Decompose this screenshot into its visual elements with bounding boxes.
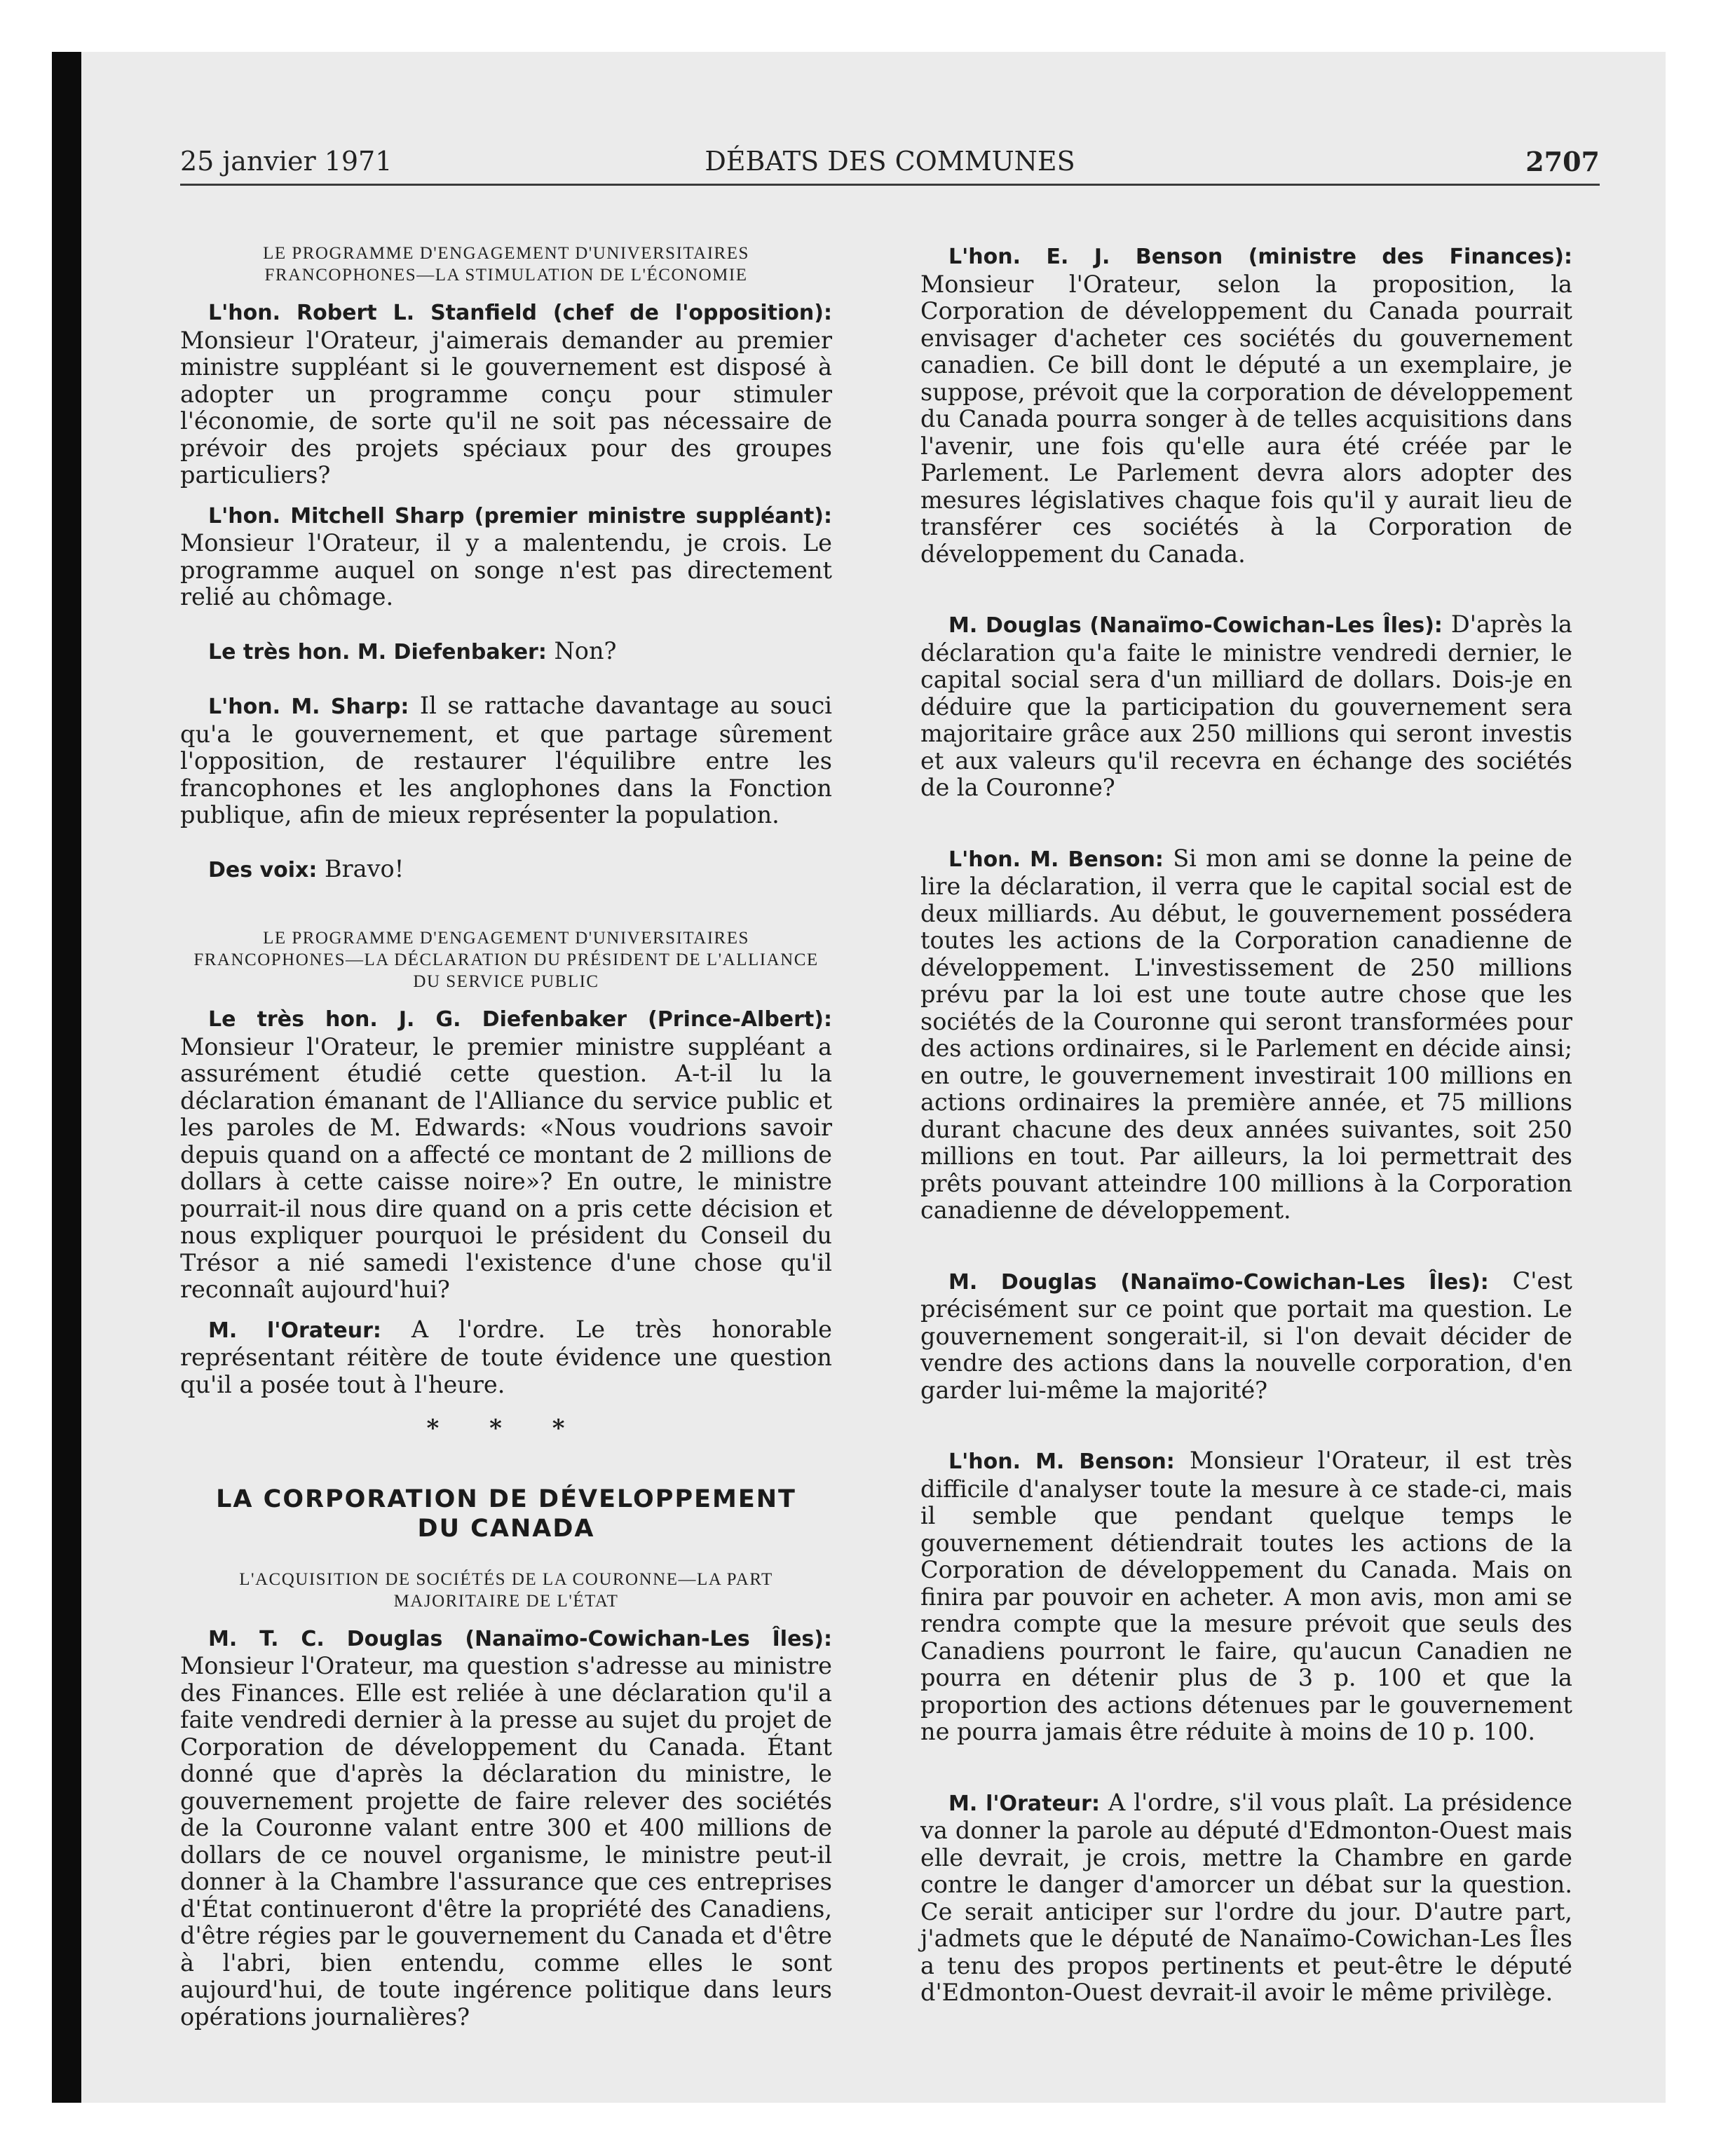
- speech-paragraph: [180, 502, 832, 611]
- speech-text: Bravo!: [317, 854, 404, 882]
- speech-paragraph: [180, 638, 832, 667]
- speech-text: Non?: [546, 636, 617, 664]
- speaker-name: L'hon. E. J. Benson (ministre des Finances):: [948, 245, 1572, 269]
- speech-paragraph: [920, 1268, 1572, 1405]
- speech-paragraph: [180, 1625, 832, 2031]
- speaker-name: M. Douglas (Nanaïmo-Cowichan-Les Îles):: [948, 1269, 1489, 1295]
- speech-text: D'après la déclaration qu'a faite le ministre vendredi dernier, le capital social sera d'un milliard de dollars. Dois-je en déduire que la participation du gouvernement sera majoritaire grâce aux 250 millions qui seront investis et aux valeurs qu'il recevra en échange des sociétés de la Couronne?: [920, 610, 1573, 801]
- speech-text: Il se rattache davantage au souci qu'a le gouvernement, et que partage sûrement l'opposition, de restaurer l'équilibre entre les francophones et les anglophones dans la Fonction publique, afin de mieux représenter la population.: [180, 692, 832, 828]
- speech-text: Monsieur l'Orateur, il est très difficile d'analyser toute la mesure à ce stade-ci, mais il semble que pendant quelque temps le gouvernement détiendrait toutes les actions de la Corporation de développement du Canada. Mais on finira par pouvoir en acheter. A mon avis, mon ami se rendra compte que la mesure prévoit que seuls des Canadiens pourront le faire, qu'aucun Canadien ne pourra en détenir plus de 3 p. 100 et que la proportion des actions détenues par le gouvernement ne pourra jamais être réduite à moins de 10 p. 100.: [920, 1447, 1572, 1745]
- speech-text: Si mon ami se donne la peine de lire la déclaration, il verra que le capital social est de deux milliards. Au début, le gouvernement possédera toutes les actions de la Corporation canadienne de développement. L'investissement de 250 millions prévu par la loi est une toute autre chose que les sociétés de la Couronne qui seront transformées pour des actions ordinaires, si le Parlement en décide ainsi; en outre, le gouvernement investirait 100 millions en actions ordinaires la première année, et 75 millions durant chacune des deux années suivantes, soit 250 millions en tout. Par ailleurs, la loi permettrait des prêts pouvant atteindre 100 millions à la Corporation canadienne de développement.: [920, 844, 1572, 1224]
- speech-paragraph: [920, 611, 1572, 802]
- speaker-name: Le très hon. M. Diefenbaker:: [208, 639, 547, 664]
- speech-text: Monsieur l'Orateur, ma question s'adresse au ministre des Finances. Elle est reliée à une déclaration qu'il a faite vendredi dernier à la presse au sujet du projet de Corporation de développement du Canada. Étant donné que d'après la déclaration du ministre, le gouvernement projette de faire relever des sociétés de la Couronne valant entre 300 et 400 millions de dollars de ce nouvel organisme, le ministre peut-il donner à la Chambre l'assurance que ces entreprises d'État continueront d'être la propriété des Canadiens, d'être régies par le gouvernement du Canada et d'être à l'abri, bien entendu, comme elles le sont aujourd'hui, de toute ingérence politique dans leurs opérations journalières?: [180, 1652, 832, 2031]
- speaker-name: L'hon. Mitchell Sharp (premier ministre suppléant):: [208, 503, 832, 528]
- speech-paragraph: [920, 1447, 1572, 1746]
- speaker-name: M. l'Orateur:: [208, 1318, 381, 1343]
- speech-text: Monsieur l'Orateur, il y a malentendu, je crois. Le programme auquel on songe n'est pas directement relié au chômage.: [180, 529, 832, 610]
- speech-text: A l'ordre. Le très honorable représentant réitère de toute évidence une question qu'il a posée tout à l'heure.: [180, 1315, 832, 1398]
- section-separator: * * *: [426, 1414, 586, 1442]
- header-page-number: 2707: [1525, 146, 1600, 177]
- speech-paragraph: [180, 1005, 832, 1304]
- speaker-name: M. l'Orateur:: [948, 1791, 1100, 1816]
- speech-paragraph: [920, 845, 1572, 1224]
- speech-paragraph: [920, 1789, 1572, 2007]
- right-column: [920, 243, 1572, 2007]
- section-heading: LE PROGRAMME D'ENGAGEMENT D'UNIVERSITAIRES FRANCOPHONES—LA DÉCLARATION DU PRÉSIDENT DE L'ALLIANCE DU SERVICE PUBLIC: [193, 929, 819, 991]
- speaker-name: Des voix:: [208, 857, 318, 882]
- header-date: 25 janvier 1971: [180, 146, 393, 177]
- speech-text: A l'ordre, s'il vous plaît. La présidence va donner la parole au député d'Edmonton-Ouest mais elle devrait, je crois, mettre la Chambre en garde contre le danger d'amorcer un débat sur la question. Ce serait anticiper sur l'ordre du jour. D'autre part, j'admets que le député de Nanaïmo-Cowichan-Les Îles a tenu des propos pertinents et peut-être le député d'Edmonton-Ouest devrait-il avoir le même privilège.: [920, 1788, 1573, 2006]
- speaker-name: M. Douglas (Nanaïmo-Cowichan-Les Îles):: [948, 613, 1443, 638]
- binding-edge: [52, 52, 81, 2103]
- speech-paragraph: [180, 1316, 832, 1399]
- speech-text: C'est précisément sur ce point que portait ma question. Le gouvernement songerait-il, si l'on devait décider de vendre des actions dans la nouvelle corporation, d'en garder lui-même la majorité?: [920, 1267, 1572, 1404]
- speaker-name: M. T. C. Douglas (Nanaïmo-Cowichan-Les Îles):: [208, 1626, 832, 1651]
- speaker-name: Le très hon. J. G. Diefenbaker (Prince-Albert):: [208, 1007, 832, 1032]
- speech-paragraph: [180, 299, 832, 489]
- speaker-name: L'hon. M. Benson:: [948, 1449, 1175, 1474]
- article-title: LA CORPORATION DE DÉVELOPPEMENT DU CANADA: [216, 1485, 796, 1543]
- speaker-name: L'hon. M. Benson:: [948, 847, 1164, 872]
- section-heading: L'ACQUISITION DE SOCIÉTÉS DE LA COURONNE—LA PART MAJORITAIRE DE L'ÉTAT: [239, 1569, 773, 1611]
- running-header: [180, 143, 1600, 186]
- left-column: [180, 243, 832, 2031]
- speech-text: Monsieur l'Orateur, le premier ministre suppléant a assurément étudié cette question. A-t-il lu la déclaration émanant de l'Alliance du service public et les paroles de M. Edwards: «Nous voudrions savoir depuis quand on a affecté ce montant de 2 millions de dollars à cette caisse noire»? En outre, le ministre pourrait-il nous dire quand on a pris cette décision et nous expliquer pourquoi le président du Conseil du Trésor a nié samedi l'existence d'une chose qu'il reconnaît aujourd'hui?: [180, 1032, 832, 1303]
- speech-paragraph: [180, 692, 832, 829]
- speech-text: Monsieur l'Orateur, j'aimerais demander au premier ministre suppléant si le gouvernement est disposé à adopter un programme conçu pour stimuler l'économie, de sorte qu'il ne soit pas nécessaire de prévoir des projets spéciaux pour des groupes particuliers?: [180, 326, 832, 489]
- speech-paragraph: [920, 243, 1572, 568]
- section-heading: LE PROGRAMME D'ENGAGEMENT D'UNIVERSITAIRES FRANCOPHONES—LA STIMULATION DE L'ÉCONOMIE: [263, 244, 749, 285]
- speech-text: Monsieur l'Orateur, selon la proposition, la Corporation de développement du Canada pourrait envisager d'acheter ces sociétés du gouvernement canadien. Ce bill dont le député a un exemplaire, je suppose, prévoit que la corporation de développement du Canada pourra songer à de telles acquisitions dans l'avenir, une fois qu'elle aura été créée par le Parlement. Le Parlement devra alors adopter des mesures législatives chaque fois qu'il y aurait lieu de transférer ces sociétés à la Corporation de développement du Canada.: [920, 270, 1572, 568]
- speaker-name: L'hon. M. Sharp:: [208, 695, 409, 719]
- speaker-name: L'hon. Robert L. Stanfield (chef de l'opposition):: [208, 301, 832, 325]
- header-journal-title: DÉBATS DES COMMUNES: [705, 146, 1075, 177]
- speech-paragraph: [180, 856, 832, 885]
